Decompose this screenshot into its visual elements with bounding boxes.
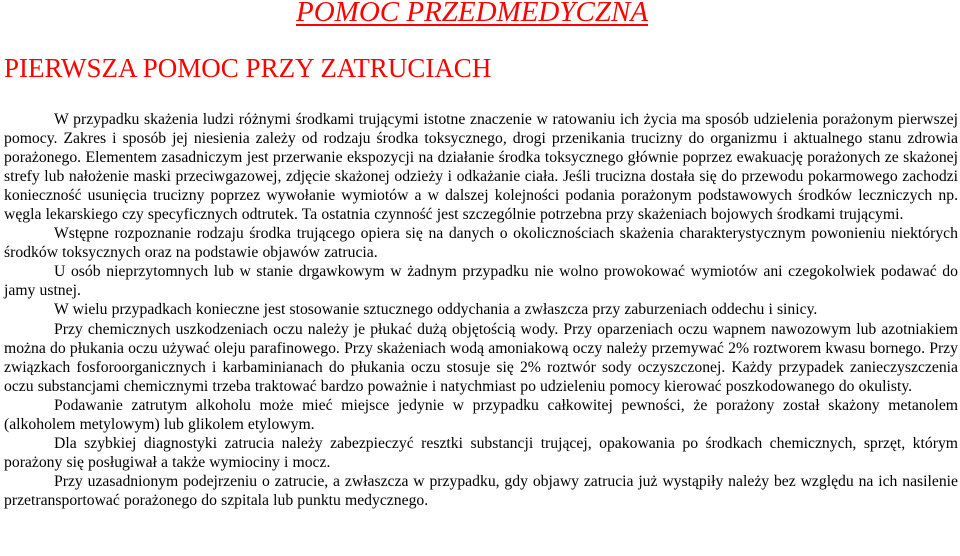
document-body	[4, 110, 958, 510]
paragraph-skazenie: W przypadku skażenia ludzi różnymi środkami trującymi istotne znaczenie w ratowaniu ich życia ma sposób udzielenia porażonym pierwszej pomocy. Zakres i sposób jej niesienia zależy od rodzaju środka toksycznego, drogi przenikania trucizny do organizmu i aktualnego stanu zdrowia porażonego. Elementem zasadniczym jest przerwanie ekspozycji na działanie środka toksycznego głównie poprzez ewakuację porażonych ze skażonej strefy lub nałożenie maski przeciwgazowej, zdjęcie skażonej odzieży i odkażanie ciała. Jeśli trucizna dostała się do przewodu pokarmowego zachodzi konieczność usunięcia trucizny poprzez wywołanie wymiotów a w dalszej kolejności podania porażonym podstawowych środków leczniczych np. węgla lekarskiego czy specyficznych odtrutek. Ta ostatnia czynność jest szczególnie potrzebna przy skażeniach bojowych środkami trującymi.	[4, 111, 958, 224]
paragraph-nieprzytomni: U osób nieprzytomnych lub w stanie drgawkowym w żadnym przypadku nie wolno prowokować wymiotów ani czegokolwiek podawać do jamy ustnej.	[4, 263, 958, 300]
paragraph-oczy: Przy chemicznych uszkodzeniach oczu należy je płukać dużą objętością wody. Przy oparzeniach oczu wapnem nawozowym lub azotniakiem można do płukania oczu używać oleju parafinowego. Przy skażeniach wodą amoniakową oczy należy przemywać 2% roztworem kwasu bornego. Przy związkach fosforoorganicznych i karbaminianach do płukania oczu stosuje się 2% roztwór sody oczyszczonej. Każdy przypadek zanieczyszczenia oczu substancjami chemicznymi trzeba traktować bardzo poważnie i natychmiast po udzieleniu pomocy kierować poszkodowanego do okulisty.	[4, 320, 958, 395]
paragraph-rozpoznanie: Wstępne rozpoznanie rodzaju środka trującego opiera się na danych o okolicznościach skażenia charakterystycznym powonieniu niektórych środków toksycznych oraz na podstawie objawów zatrucia.	[4, 225, 958, 262]
page-title: POMOC PRZEDMEDYCZNA	[296, 0, 649, 28]
paragraph-diagnostyka: Dla szybkiej diagnostyki zatrucia należy zabezpieczyć resztki substancji trującej, opakowania po środkach chemicznych, sprzęt, którym porażony się posługiwał a także wymiociny i mocz.	[4, 434, 958, 471]
section-title: PIERWSZA POMOC PRZY ZATRUCIACH	[4, 53, 492, 83]
paragraph-alkohol: Podawanie zatrutym alkoholu może mieć miejsce jedynie w przypadku całkowitej pewności, że porażony został skażony metanolem (alkoholem metylowym) lub glikolem etylowym.	[4, 396, 958, 433]
paragraph-oddychanie: W wielu przypadkach konieczne jest stosowanie sztucznego oddychania a zwłaszcza przy zaburzeniach oddechu i sinicy.	[54, 301, 818, 319]
paragraph-transport: Przy uzasadnionym podejrzeniu o zatrucie, a zwłaszcza w przypadku, gdy objawy zatrucia już wystąpiły należy bez względu na ich nasilenie przetransportować porażonego do szpitala lub punktu medycznego.	[4, 472, 958, 509]
